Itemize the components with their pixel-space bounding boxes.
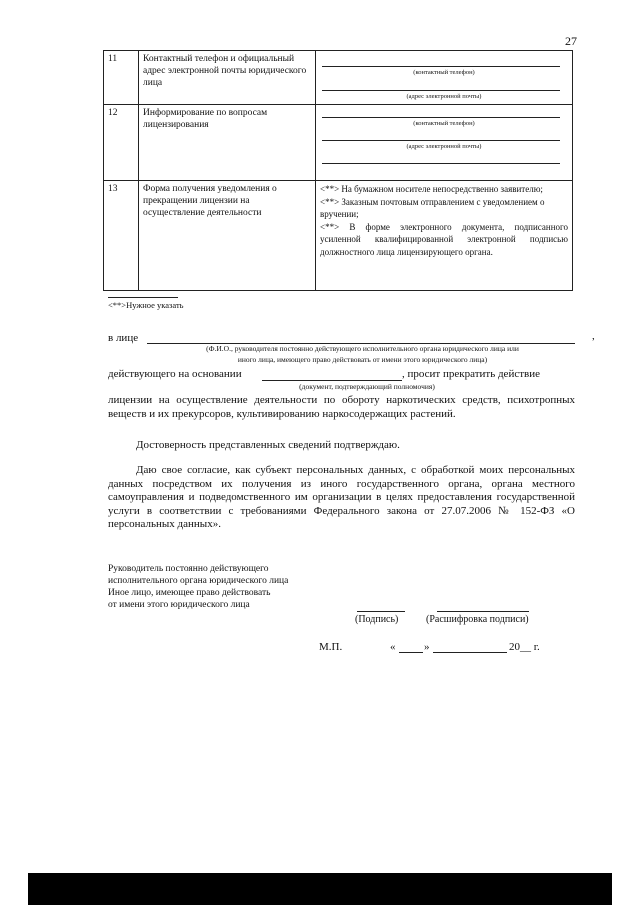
- row-options-cell: [316, 181, 573, 291]
- date-open-quote: «: [390, 641, 396, 653]
- signatory-line: Руководитель постоянно действующего: [108, 564, 269, 574]
- email-caption: (адрес электронной почты): [406, 143, 482, 150]
- decoding-line: [437, 611, 529, 612]
- date-day-line: [399, 652, 423, 653]
- row-fill-cell: [316, 51, 573, 105]
- table-row: [104, 105, 573, 181]
- basis-line: [262, 380, 402, 381]
- row-label: Контактный телефон и официальный адрес электронной почты юридического лица: [139, 51, 316, 105]
- in-person-caption-1: (Ф.И.О., руководителя постоянно действующего исполнительного органа юридического лица или: [206, 344, 519, 353]
- row-label: Форма получения уведомления о прекращении лицензии на осуществление деятельности: [139, 181, 316, 291]
- row-number: 11: [104, 51, 139, 105]
- date-close-quote: »: [424, 641, 430, 653]
- signatory-block: [108, 563, 288, 611]
- basis-caption: (документ, подтверждающий полномочия): [299, 382, 435, 391]
- signature-line: [357, 611, 405, 612]
- application-table: [103, 50, 573, 291]
- row-number: 12: [104, 105, 139, 181]
- date-month-line: [433, 652, 507, 653]
- basis-action: , просит прекратить действие: [402, 368, 540, 380]
- trailing-comma: ,: [592, 330, 595, 342]
- basis-label: действующего на основании: [108, 368, 242, 380]
- consent-text: Даю свое согласие, как субъект персональных данных, с обработкой моих персональных данных посредством их получения из иного государственного органа, органа местного самоуправления и подведомственного им организации в целях предоставления государственной услуги в соответствии с требованиями Федерального закона от 27.07.2006 № 152-ФЗ «О персональных данных».: [108, 464, 575, 530]
- date-year: 20__ г.: [509, 641, 540, 653]
- email-caption: (адрес электронной почты): [406, 93, 482, 100]
- decoding-label: (Расшифровка подписи): [426, 614, 529, 625]
- row-number: 13: [104, 181, 139, 291]
- signatory-line: от имени этого юридического лица: [108, 600, 250, 610]
- option-mail: <**> Заказным почтовым отправлением с уведомлением о вручении;: [320, 196, 545, 219]
- signature-label: (Подпись): [355, 614, 399, 625]
- phone-caption: (контактный телефон): [413, 69, 475, 76]
- signatory-line: исполнительного органа юридического лица: [108, 576, 289, 586]
- footnote: <**>Нужное указать: [108, 300, 184, 310]
- extra-line: [322, 163, 560, 164]
- row-fill-cell: [316, 105, 573, 181]
- phone-caption: (контактный телефон): [413, 120, 475, 127]
- scan-border: [28, 873, 612, 905]
- option-electronic: <**> В форме электронного документа, подписанного усиленной квалифицированной электронной подписью должностного лица лицензирующего органа.: [320, 221, 568, 257]
- in-person-caption-2: иного лица, имеющего право действовать от имени этого юридического лица): [237, 355, 488, 364]
- signatory-line: Иное лицо, имеющее право действовать: [108, 588, 271, 598]
- table-row: [104, 51, 573, 105]
- table-row: [104, 181, 573, 291]
- license-text: лицензии на осуществление деятельности по обороту наркотических средств, психотропных веществ и их прекурсоров, культивированию наркосодержащих растений.: [108, 394, 575, 420]
- page-number: 27: [565, 34, 577, 48]
- footnote-rule: [108, 297, 178, 298]
- option-paper: <**> На бумажном носителе непосредственно заявителю;: [320, 184, 543, 194]
- row-label: Информирование по вопросам лицензирования: [139, 105, 316, 181]
- in-person-label: в лице: [108, 332, 139, 344]
- stamp-mark: М.П.: [319, 641, 343, 653]
- confirm-text: Достоверность представленных сведений подтверждаю.: [136, 439, 400, 451]
